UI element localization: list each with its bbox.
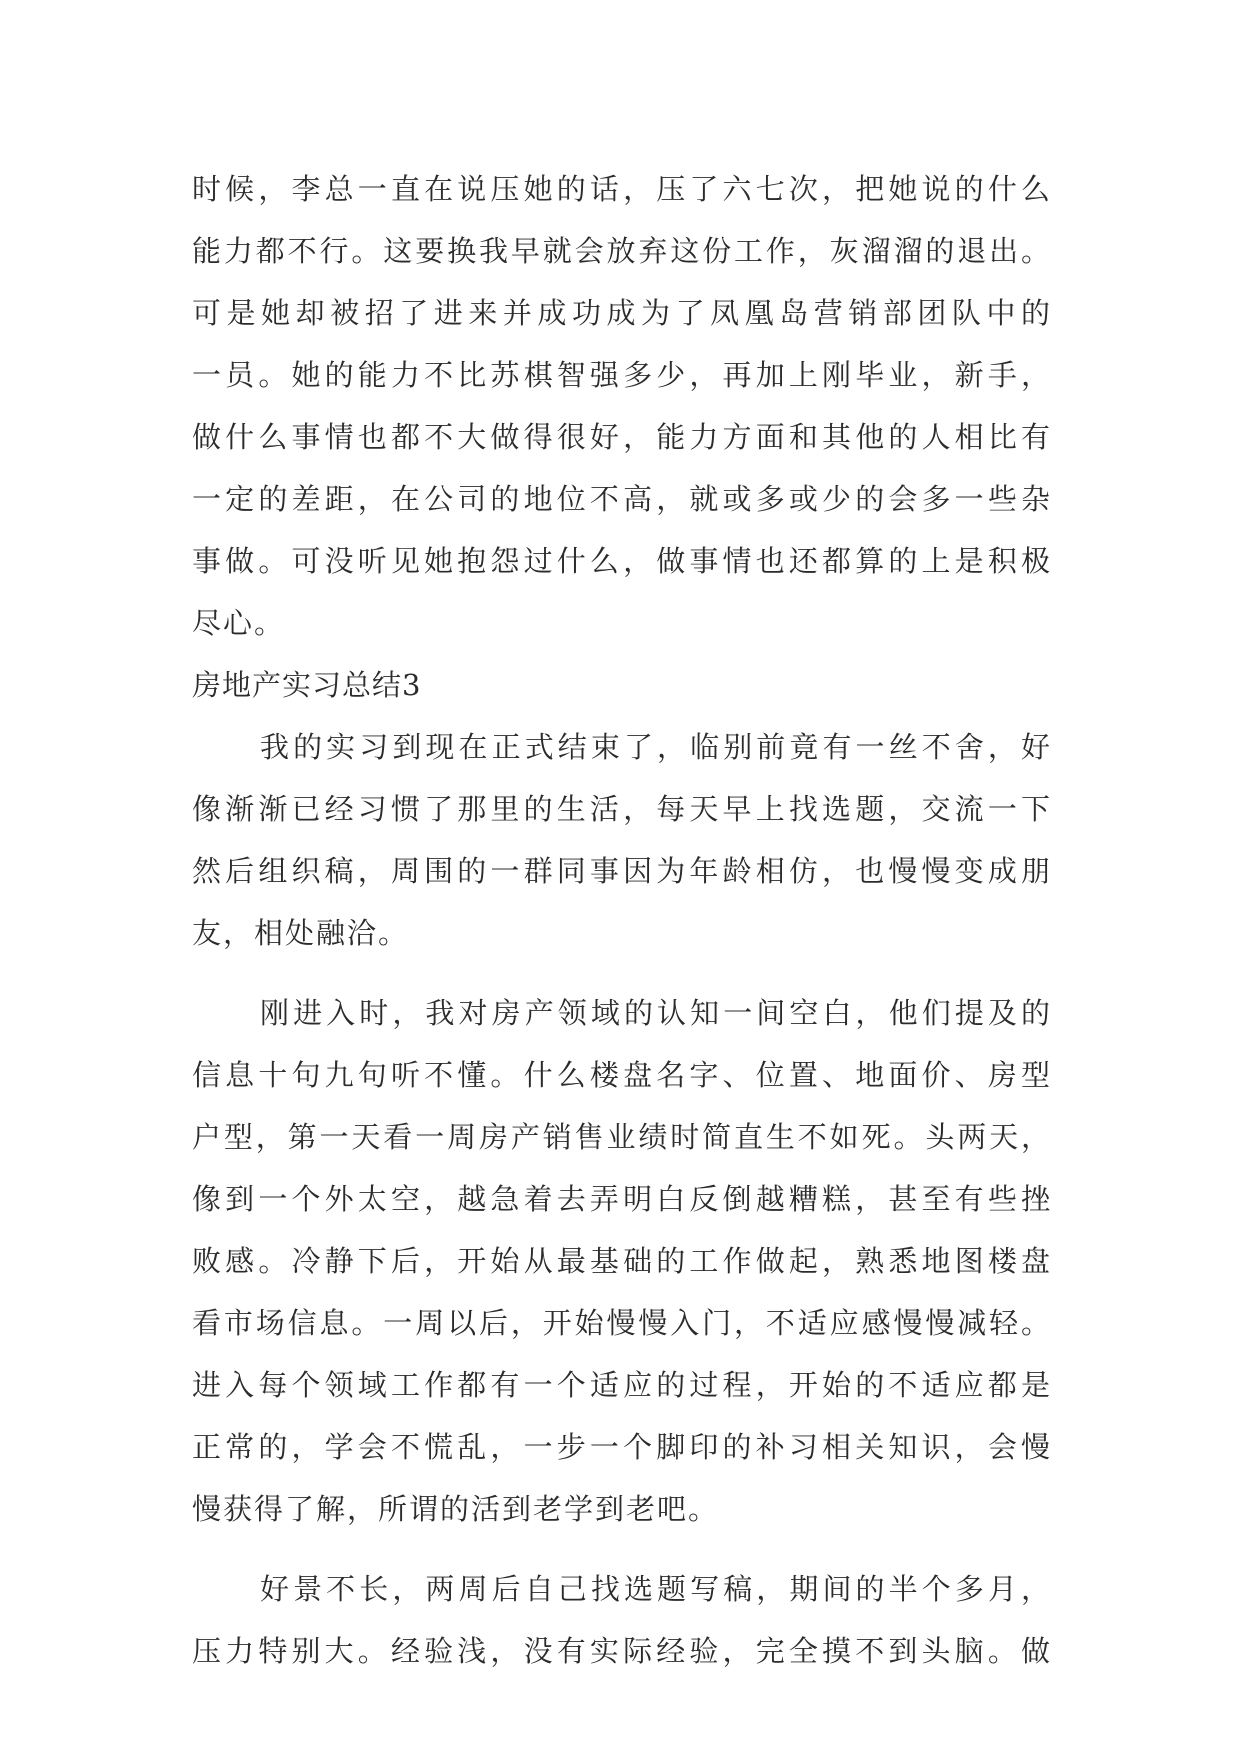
- text-line: 能力都不行。这要换我早就会放弃这份工作，灰溜溜的退出。: [192, 234, 1052, 268]
- text-line: 正常的，学会不慌乱，一步一个脚印的补习相关知识，会慢: [192, 1430, 1052, 1464]
- text-line: 进入每个领域工作都有一个适应的过程，开始的不适应都是: [192, 1368, 1052, 1402]
- text-line: 刚进入时，我对房产领域的认知一间空白，他们提及的: [260, 996, 1052, 1030]
- text-line: 时候，李总一直在说压她的话，压了六七次，把她说的什么: [192, 172, 1052, 206]
- text-line: 像渐渐已经习惯了那里的生活，每天早上找选题，交流一下: [192, 792, 1052, 826]
- paragraph-3: [192, 1558, 1052, 1682]
- paragraph-continuation: [192, 158, 1052, 654]
- text-line: 信息十句九句听不懂。什么楼盘名字、位置、地面价、房型: [192, 1058, 1052, 1092]
- text-line: 一定的差距，在公司的地位不高，就或多或少的会多一些杂: [192, 482, 1052, 516]
- text-line: 好景不长，两周后自己找选题写稿，期间的半个多月，: [260, 1572, 1052, 1606]
- section-heading: 房地产实习总结3: [192, 668, 422, 702]
- text-line: 像到一个外太空，越急着去弄明白反倒越糟糕，甚至有些挫: [192, 1182, 1052, 1216]
- text-line: 看市场信息。一周以后，开始慢慢入门，不适应感慢慢减轻。: [192, 1306, 1052, 1340]
- text-line: 然后组织稿，周围的一群同事因为年龄相仿，也慢慢变成朋: [192, 854, 1052, 888]
- text-line: 一员。她的能力不比苏棋智强多少，再加上刚毕业，新手，: [192, 358, 1052, 392]
- text-line: 户型，第一天看一周房产销售业绩时简直生不如死。头两天，: [192, 1120, 1052, 1154]
- paragraph-spacer: [192, 964, 1052, 982]
- text-line: 友，相处融洽。: [192, 916, 410, 950]
- text-line: 事做。可没听见她抱怨过什么，做事情也还都算的上是积极: [192, 544, 1052, 578]
- paragraph-1: [192, 716, 1052, 964]
- document-body: [192, 158, 1052, 1682]
- text-line: 可是她却被招了进来并成功成为了凤凰岛营销部团队中的: [192, 296, 1052, 330]
- text-line: 尽心。: [192, 606, 286, 640]
- text-line: 做什么事情也都不大做得很好，能力方面和其他的人相比有: [192, 420, 1052, 454]
- paragraph-2: [192, 982, 1052, 1540]
- text-line: 我的实习到现在正式结束了，临别前竟有一丝不舍，好: [260, 730, 1052, 764]
- text-line: 慢获得了解，所谓的活到老学到老吧。: [192, 1492, 720, 1526]
- paragraph-spacer: [192, 1540, 1052, 1558]
- text-line: 败感。冷静下后，开始从最基础的工作做起，熟悉地图楼盘: [192, 1244, 1052, 1278]
- text-line: 压力特别大。经验浅，没有实际经验，完全摸不到头脑。做: [192, 1634, 1052, 1668]
